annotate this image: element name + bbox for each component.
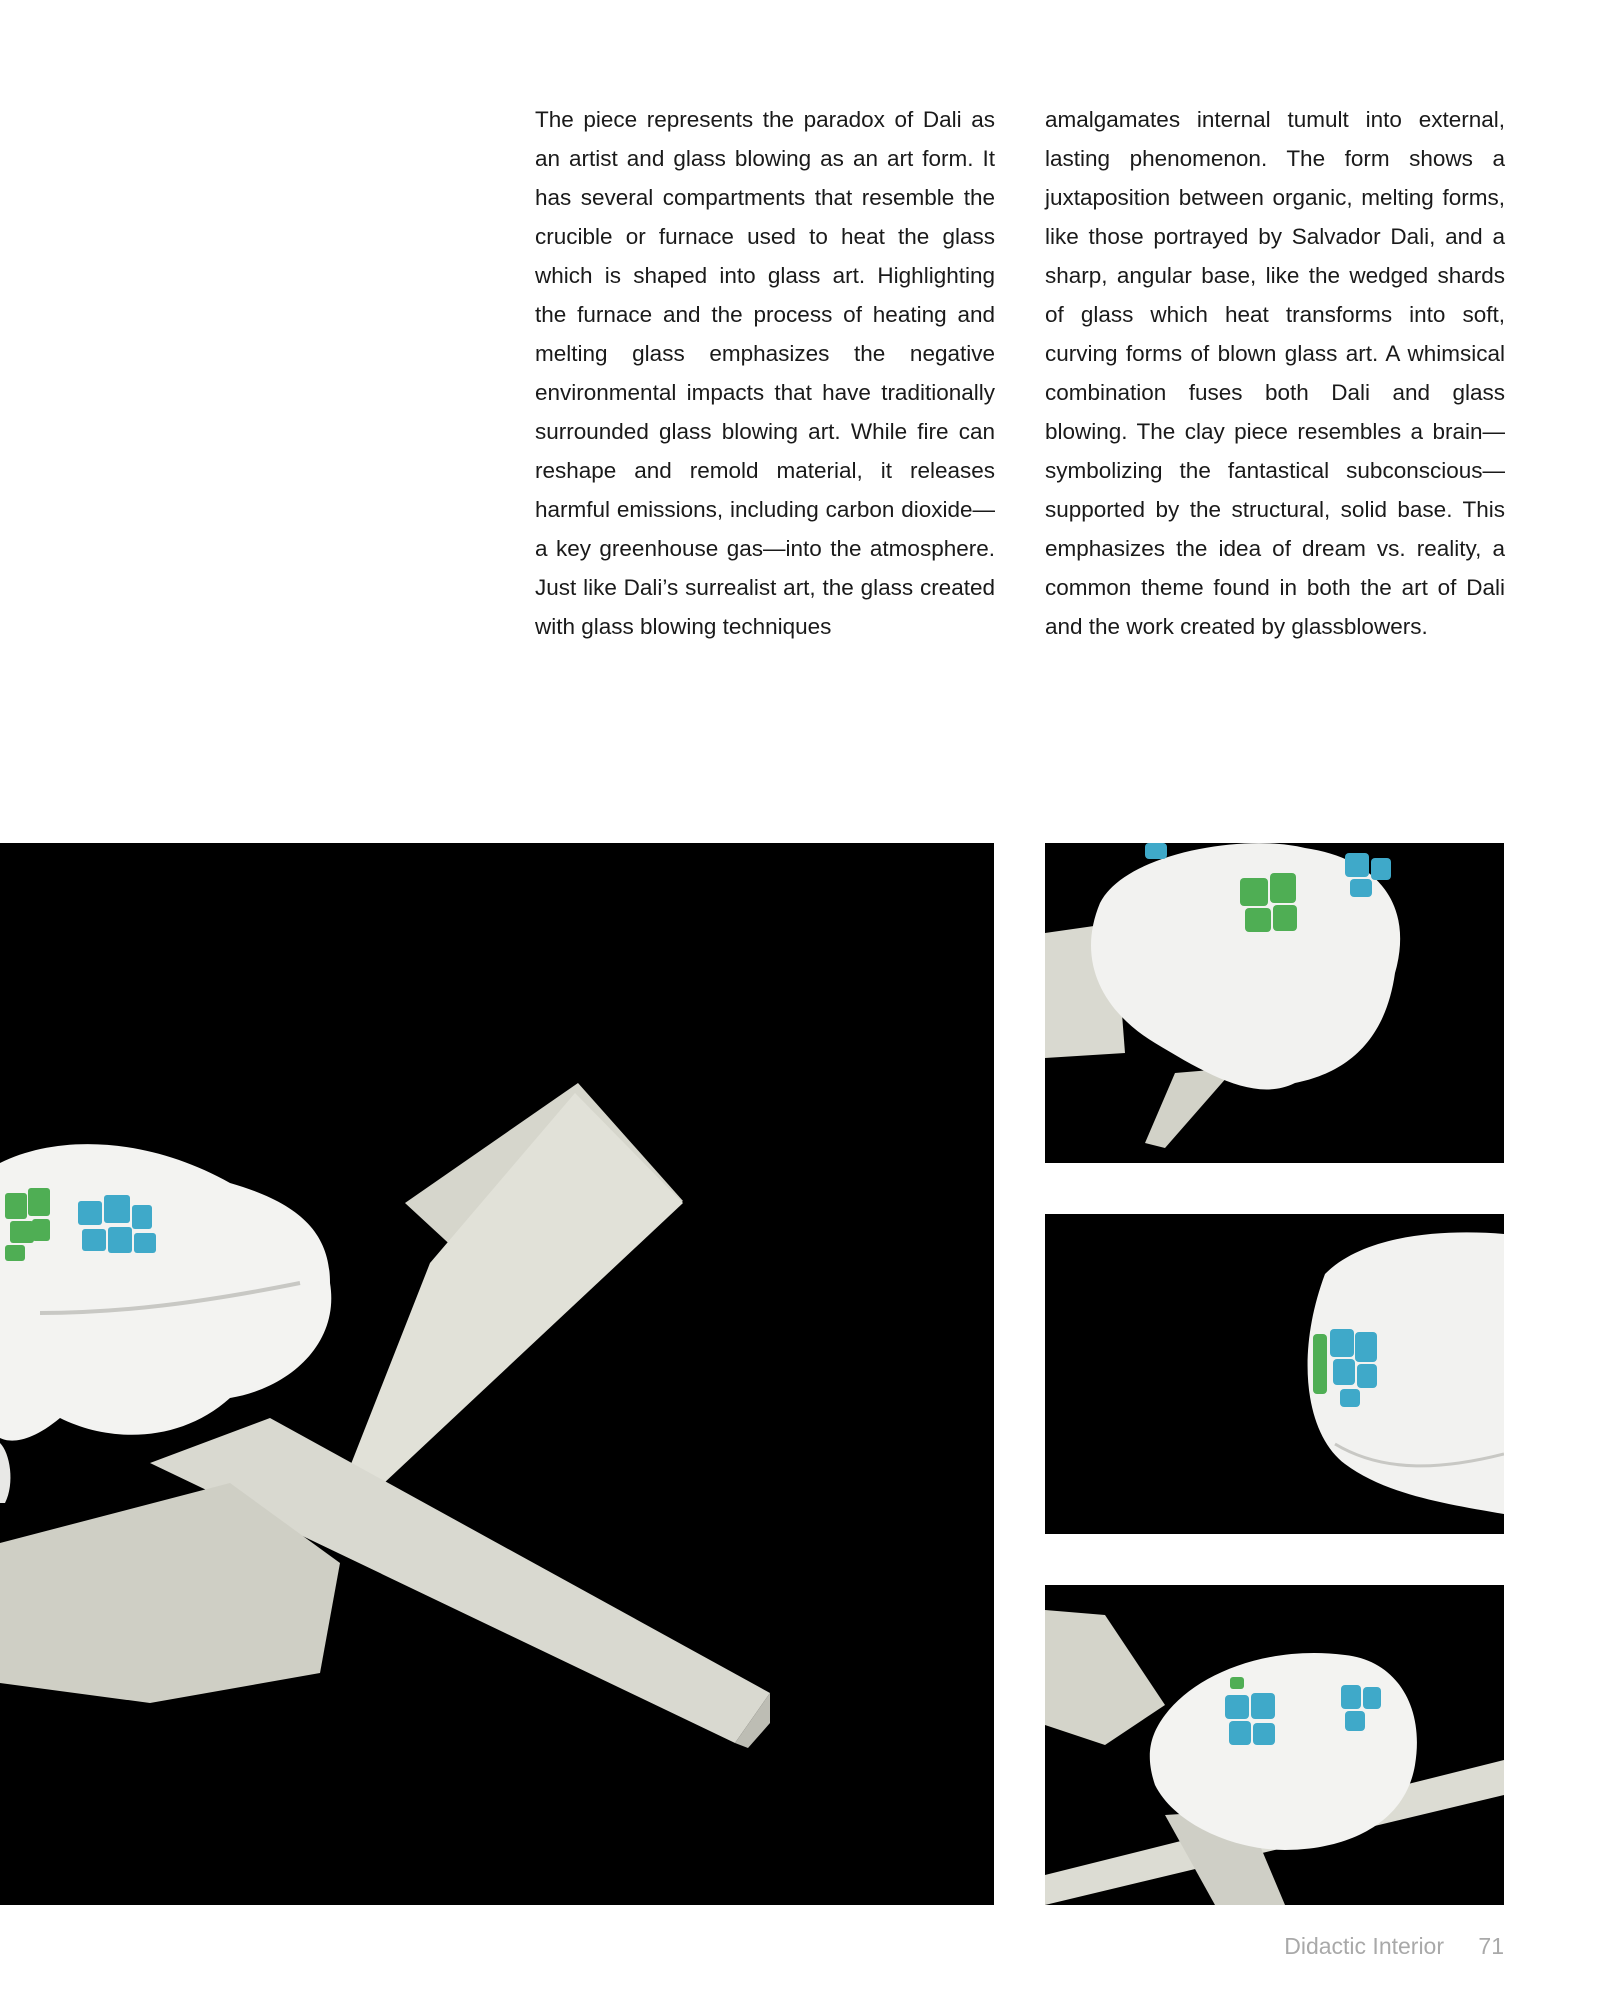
sculpture-photo-2 [1045,1214,1504,1534]
page-number: 71 [1478,1933,1504,1959]
sculpture-photo-main [0,843,994,1905]
sculpture-photo-1 [1045,843,1504,1163]
body-text-column-left: The piece represents the paradox of Dali as an artist and glass blowing as an art form. It has several compartments that resemble the crucible or furnace used to heat the glass which is shaped into glass art. Highlighting the furnace and the process of heating and melting glass emphasizes the negative environmental impacts that have traditionally surrounded glass blowing art. While fire can reshape and remold material, it releases harmful emissions, including carbon dioxide—a key greenhouse gas—into the atmosphere. Just like Dali’s surrealist art, the glass created with glass blowing techniques [535,107,995,639]
sculpture-photo-3 [1045,1585,1504,1905]
page-footer [1284,1933,1504,1960]
body-text-column-right: amalgamates internal tumult into external, lasting phenomenon. The form shows a juxtaposition between organic, melting forms, like those portrayed by Salvador Dali, and a sharp, angular base, like the wedged shards of glass which heat transforms into soft, curving forms of blown glass art. A whimsical combination fuses both Dali and glass blowing. The clay piece resembles a brain—symbolizing the fantastical subconscious—supported by the structural, solid base. This emphasizes the idea of dream vs. reality, a common theme found in both the art of Dali and the work created by glassblowers. [1045,107,1505,639]
publication-name: Didactic Interior [1284,1933,1445,1959]
